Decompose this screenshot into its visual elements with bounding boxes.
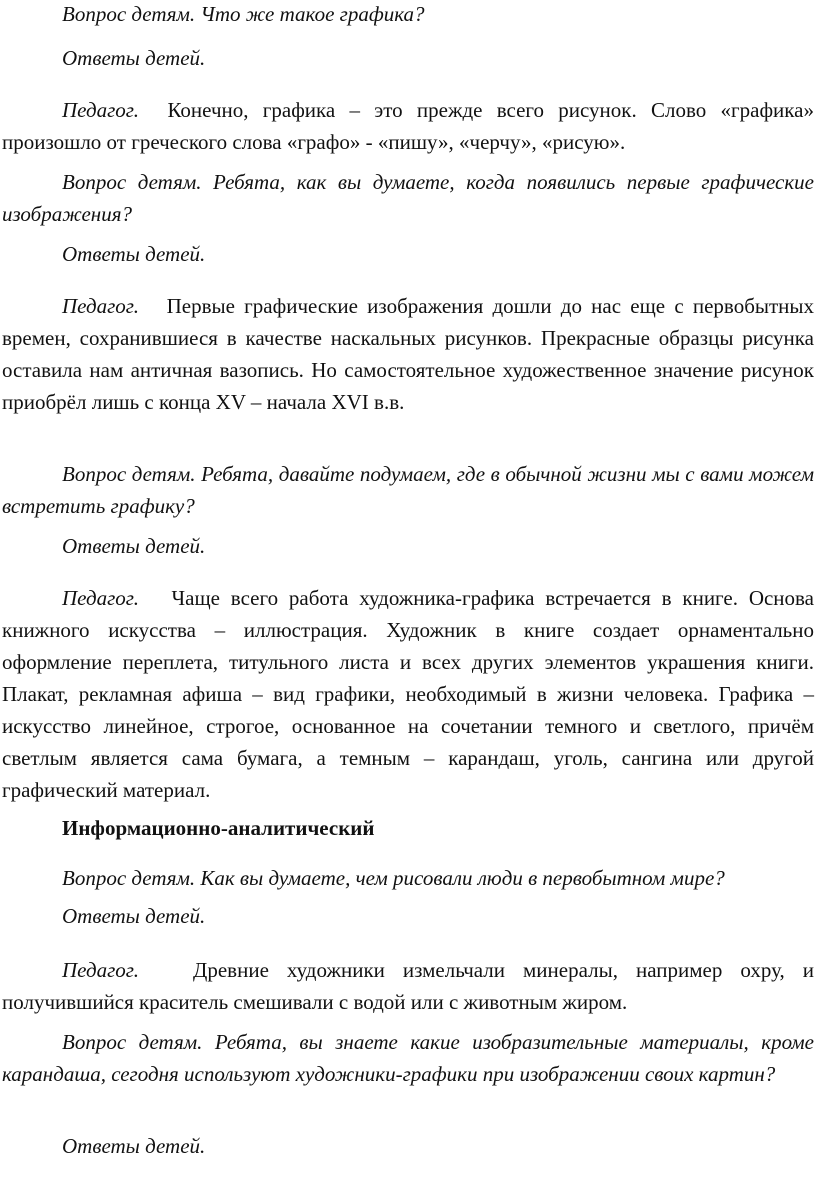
section-heading: Информационно-аналитический bbox=[62, 816, 375, 840]
answer-paragraph: Ответы детей. bbox=[62, 1134, 206, 1158]
answer-paragraph: Ответы детей. bbox=[62, 904, 206, 928]
teacher-label: Педагог. bbox=[62, 98, 139, 122]
answer-paragraph: Ответы детей. bbox=[62, 46, 206, 70]
answer-paragraph: Ответы детей. bbox=[62, 242, 206, 266]
teacher-text: Древние художники измельчали минералы, например охру, и получившийся краситель смешивали с водой или с животным жиром. bbox=[2, 958, 814, 1014]
teacher-label: Педагог. bbox=[62, 294, 139, 318]
teacher-label: Педагог. bbox=[62, 958, 139, 982]
question-paragraph: Вопрос детям. Ребята, как вы думаете, когда появились первые графические изображения? bbox=[2, 170, 814, 226]
teacher-paragraph bbox=[2, 582, 814, 806]
teacher-paragraph bbox=[2, 954, 814, 1018]
teacher-paragraph bbox=[2, 94, 814, 158]
question-paragraph: Вопрос детям. Ребята, давайте подумаем, где в обычной жизни мы с вами можем встретить графику? bbox=[2, 462, 814, 518]
teacher-paragraph bbox=[2, 290, 814, 418]
teacher-label: Педагог. bbox=[62, 586, 139, 610]
teacher-text: Конечно, графика – это прежде всего рисунок. Слово «графика» произошло от греческого слова «графо» - «пишу», «черчу», «рисую». bbox=[2, 98, 814, 154]
teacher-text: Чаще всего работа художника-графика встречается в книге. Основа книжного искусства – иллюстрация. Художник в книге создает орнаментально оформление переплета, титульного листа и всех других элементов украшения книги. Плакат, рекламная афиша – вид графики, необходимый в жизни человека. Графика – искусство линейное, строгое, основанное на сочетании темного и светлого, причём светлым является сама бумага, а темным – карандаш, уголь, сангина или другой графический материал. bbox=[2, 586, 814, 802]
teacher-text: Первые графические изображения дошли до нас еще с первобытных времен, сохранившиеся в качестве наскальных рисунков. Прекрасные образцы рисунка оставила нам античная вазопись. Но самостоятельное художественное значение рисунок приобрёл лишь с конца XV – начала XVI в.в. bbox=[2, 294, 815, 414]
question-paragraph: Вопрос детям. Ребята, вы знаете какие изобразительные материалы, кроме карандаша, сегодня используют художники-графики при изображении своих картин? bbox=[2, 1030, 814, 1086]
question-paragraph: Вопрос детям. Как вы думаете, чем рисовали люди в первобытном мире? bbox=[62, 866, 725, 890]
question-paragraph: Вопрос детям. Что же такое графика? bbox=[62, 2, 425, 26]
answer-paragraph: Ответы детей. bbox=[62, 534, 206, 558]
